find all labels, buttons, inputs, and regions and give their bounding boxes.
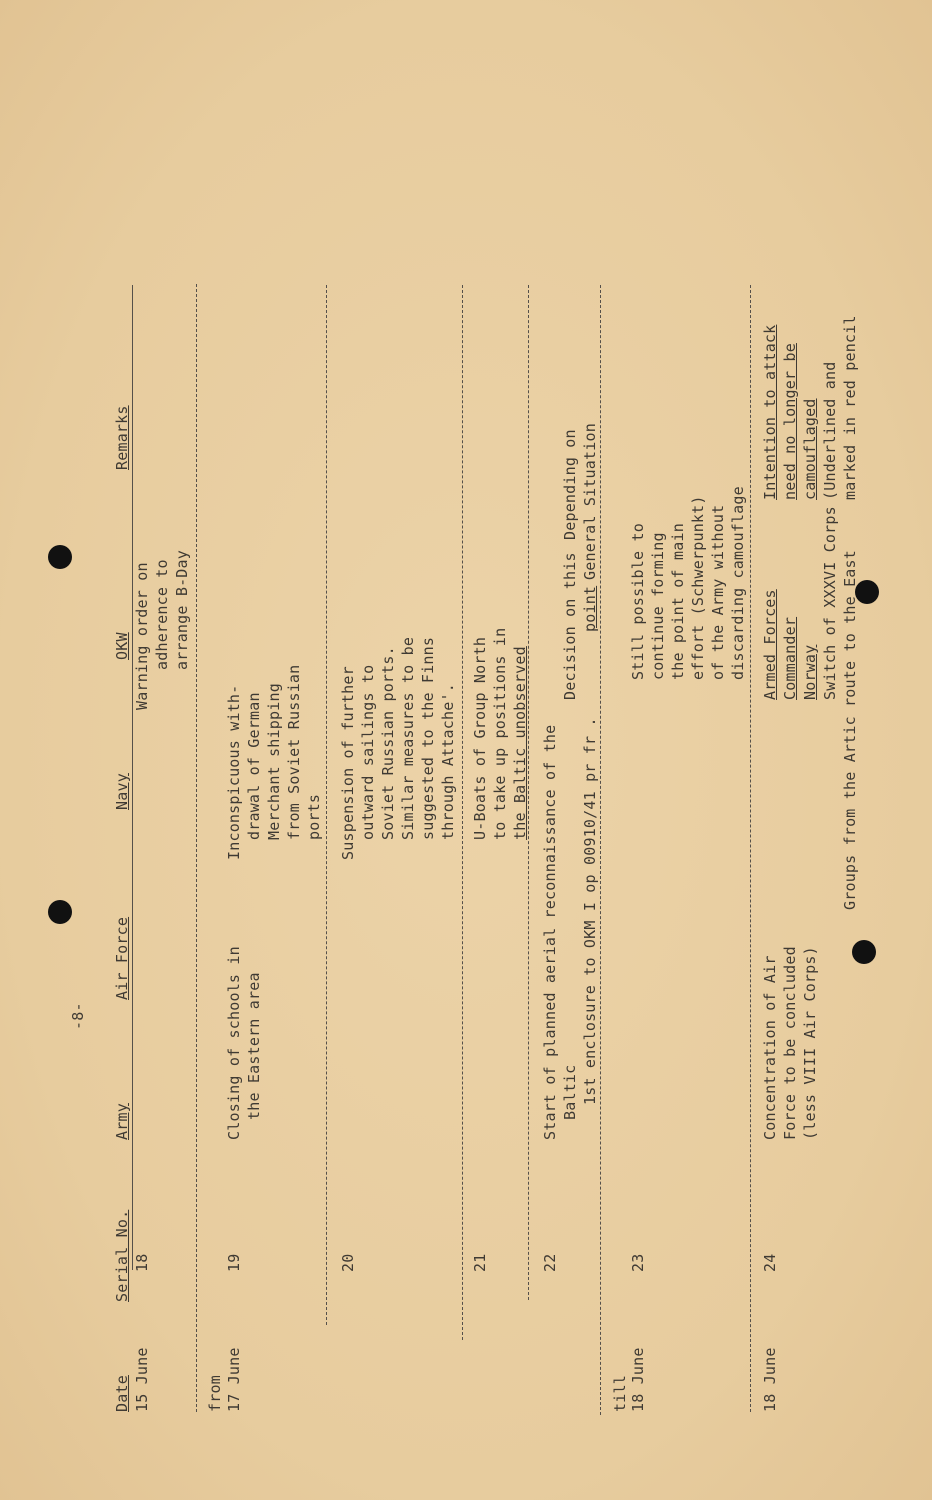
row21-navy-2: to take up positions in [491, 627, 509, 840]
row24-air-2: Force to be concluded [781, 946, 799, 1140]
page-number: -8- [69, 1002, 87, 1030]
row22-enclosure: 1st enclosure to OKM I op 00910/41 pr fr . [581, 717, 599, 1105]
row19-date: 17 June [225, 1347, 243, 1412]
row20-navy-5: suggested to the Finns [419, 636, 437, 840]
row20-navy-3: Soviet Russian ports. [379, 646, 397, 840]
header-okw: OKW [113, 632, 131, 660]
row24-serial: 24 [761, 1253, 779, 1272]
row23-okw-3: the point of main [669, 523, 687, 680]
row-divider [600, 285, 601, 1415]
row22-remarks-1: Depending on [561, 429, 579, 540]
row21-serial: 21 [471, 1253, 489, 1272]
row24-remarks-5: marked in red pencil [841, 315, 859, 500]
row19-navy-1: Inconspicuous with- [225, 684, 243, 860]
row24-okw-4: Switch of XXXVI Corps [821, 506, 839, 700]
header-army: Army [113, 1103, 131, 1140]
row-divider [326, 285, 327, 1325]
row-divider [196, 284, 197, 1412]
header-rule [132, 285, 133, 1270]
row20-navy-6: through Attache'. [439, 683, 457, 840]
row23-okw-1: Still possible to [629, 523, 647, 680]
row24-okw-2: Commander [781, 616, 799, 700]
row24-air-1: Concentration of Air [761, 955, 779, 1140]
row18-serial: 18 [133, 1253, 151, 1272]
row22-remarks-2: General Situation [581, 423, 599, 580]
row19-serial: 19 [225, 1253, 243, 1272]
row18-date: 15 June [133, 1347, 151, 1412]
row22-air-2: Baltic [561, 1064, 579, 1120]
row22-serial: 22 [541, 1253, 559, 1272]
row23-okw-4: effort (Schwerpunkt) [689, 495, 707, 680]
row24-remarks-3: camouflaged [801, 398, 819, 500]
row20-serial: 20 [339, 1253, 357, 1272]
row21-navy-3: the Baltic unobserved [511, 646, 529, 840]
header-navy: Navy [113, 773, 131, 810]
row23-okw-5: of the Army without [709, 504, 727, 680]
row24-remarks-1: Intention to attack [761, 324, 779, 500]
row18-okw-1: Warning order on [133, 562, 151, 710]
row19-navy-2: drawal of German [245, 692, 263, 840]
row24-groups: Groups from the Artic route to the East [841, 550, 859, 910]
row23-serial: 23 [629, 1253, 647, 1272]
row23-date-prefix: till [611, 1375, 629, 1412]
row23-okw-6: discarding camouflage [729, 486, 747, 680]
row-divider [528, 285, 529, 1300]
row24-okw-1: Armed Forces [761, 589, 779, 700]
header-remarks: Remarks [113, 405, 131, 470]
row24-air-3: (less VIII Air Corps) [801, 946, 819, 1140]
row18-okw-3: arrange B-Day [173, 550, 191, 670]
row19-air-1: Closing of schools in [225, 946, 243, 1140]
row24-okw-3: Norway [801, 644, 819, 700]
header-air-force: Air Force [113, 916, 131, 1000]
row24-remarks-4: (Underlined and [821, 361, 839, 500]
row19-date-prefix: from [206, 1375, 224, 1412]
row22-point: point [581, 585, 599, 632]
row23-date: 18 June [629, 1347, 647, 1412]
header-serial: Serial No. [113, 1209, 131, 1302]
row19-navy-5: ports [305, 793, 323, 840]
row19-navy-4: from Soviet Russian [285, 664, 303, 840]
row20-navy-4: Similar measures to be [399, 636, 417, 840]
row24-remarks-2: need no longer be [781, 343, 799, 500]
row20-navy-2: outward sailings to [359, 664, 377, 840]
header-date: Date [113, 1375, 131, 1412]
row19-navy-3: Merchant shipping [265, 683, 283, 840]
row18-okw-2: adherence to [153, 559, 171, 670]
row22-decision: Decision on this [561, 552, 579, 700]
row23-okw-2: continue forming [649, 532, 667, 680]
row-divider [462, 285, 463, 1340]
row20-navy-1: Suspension of further [339, 666, 357, 860]
row19-air-2: the Eastern area [245, 972, 263, 1120]
row21-navy-1: U-Boats of Group North [471, 636, 489, 840]
row24-date: 18 June [761, 1347, 779, 1412]
row22-air-1: Start of planned aerial reconnaissance of the [541, 724, 559, 1140]
row-divider [750, 285, 751, 1412]
